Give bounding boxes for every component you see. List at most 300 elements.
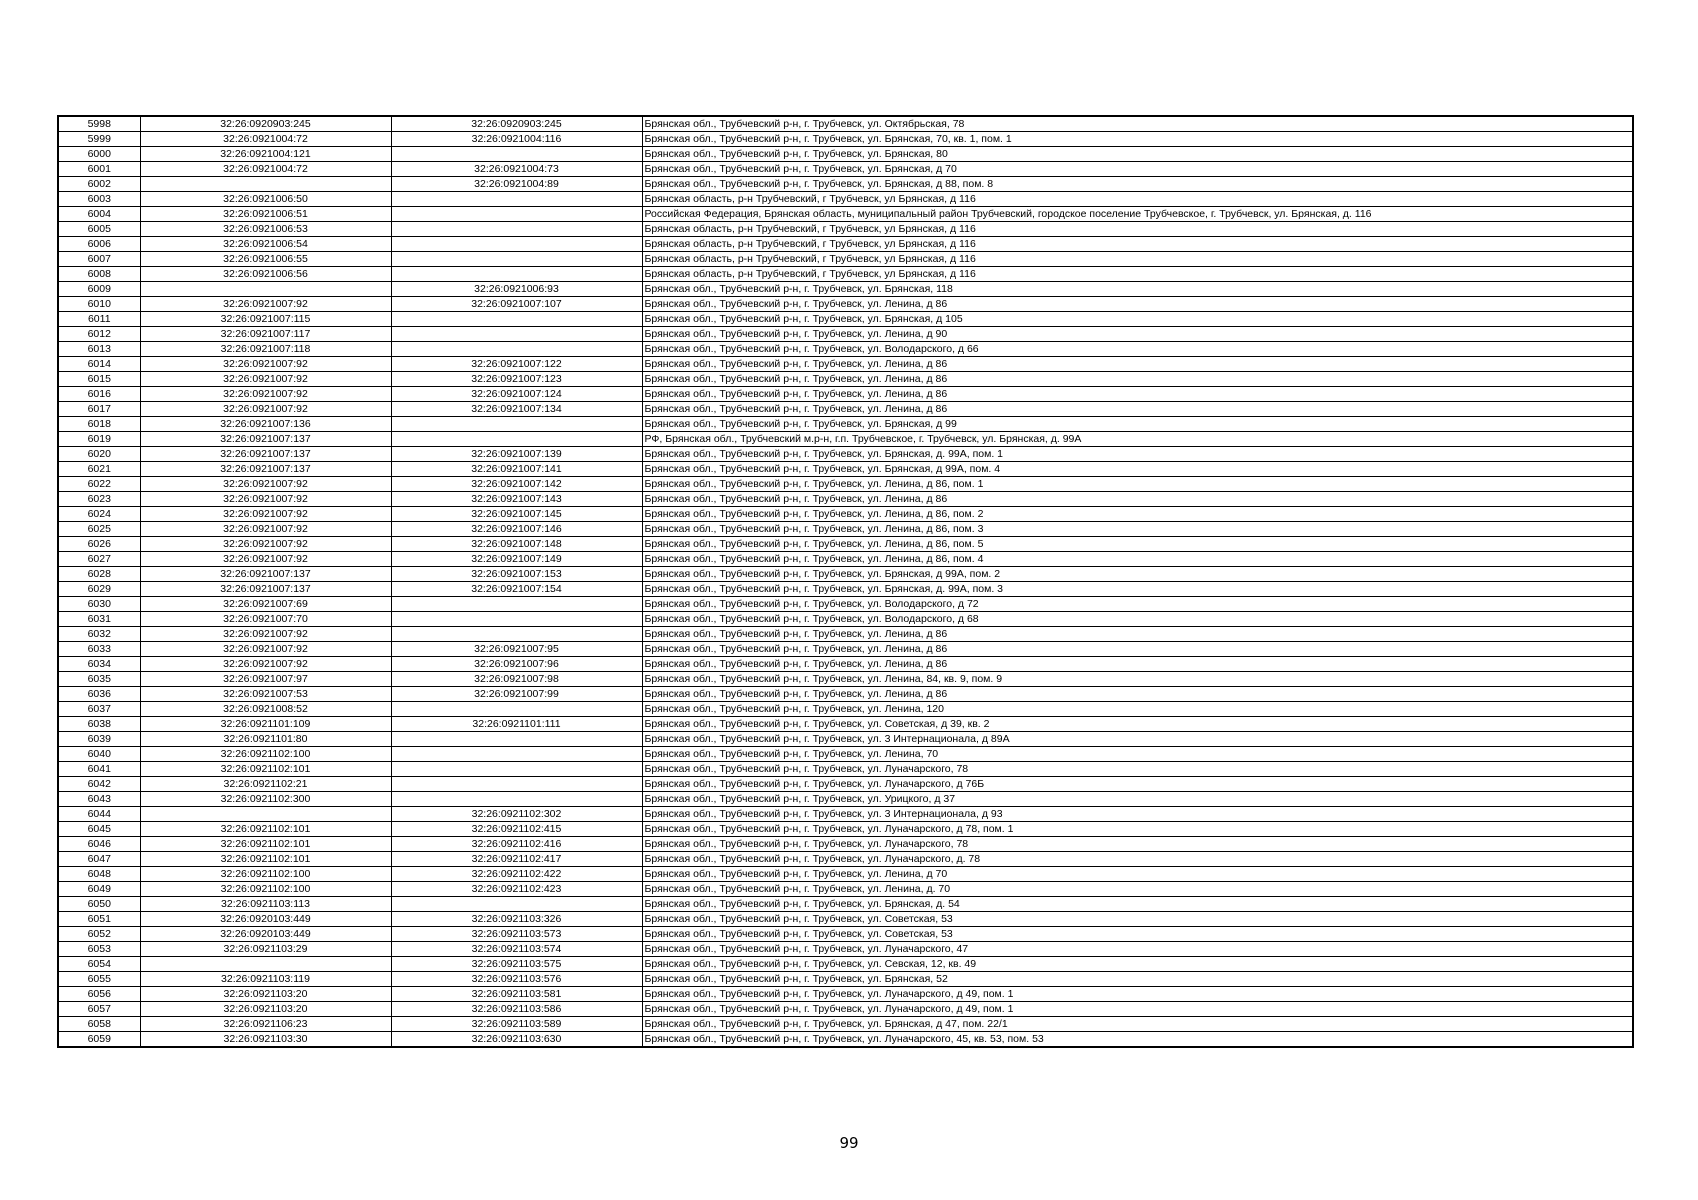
table-row: [58, 702, 1633, 717]
cadastral-number-parent: 32:26:0921007:137: [140, 462, 391, 477]
table-row: [58, 357, 1633, 372]
row-number: 6058: [58, 1017, 140, 1032]
cadastral-number-parent: 32:26:0921007:137: [140, 447, 391, 462]
table-row: [58, 612, 1633, 627]
cadastral-number-parent: 32:26:0921007:92: [140, 357, 391, 372]
address: Брянская обл., Трубчевский р-н, г. Трубчевск, ул. Брянская, д 70: [642, 162, 1633, 177]
cadastral-number: 32:26:0921004:73: [391, 162, 642, 177]
address: Брянская обл., Трубчевский р-н, г. Трубчевск, ул. Советская, д 39, кв. 2: [642, 717, 1633, 732]
cadastral-number: 32:26:0921007:99: [391, 687, 642, 702]
row-number: 6021: [58, 462, 140, 477]
table-row: [58, 147, 1633, 162]
cadastral-number: 32:26:0921007:149: [391, 552, 642, 567]
row-number: 6042: [58, 777, 140, 792]
address: Брянская обл., Трубчевский р-н, г. Трубчевск, ул. Луначарского, 47: [642, 942, 1633, 957]
table-row: [58, 552, 1633, 567]
cadastral-number: 32:26:0921103:576: [391, 972, 642, 987]
cadastral-number-parent: 32:26:0921007:92: [140, 297, 391, 312]
address: Брянская обл., Трубчевский р-н, г. Трубчевск, ул. Севская, 12, кв. 49: [642, 957, 1633, 972]
cadastral-number-parent: 32:26:0921007:92: [140, 387, 391, 402]
cadastral-number-parent: 32:26:0921006:55: [140, 252, 391, 267]
property-registry-table: [57, 115, 1634, 1048]
address: Брянская обл., Трубчевский р-н, г. Трубчевск, ул. Ленина, д. 70: [642, 882, 1633, 897]
address: Брянская обл., Трубчевский р-н, г. Трубчевск, ул. Луначарского, 78: [642, 762, 1633, 777]
row-number: 5999: [58, 132, 140, 147]
cadastral-number: 32:26:0921103:573: [391, 927, 642, 942]
cadastral-number-parent: 32:26:0921102:101: [140, 852, 391, 867]
address: Брянская обл., Трубчевский р-н, г. Трубчевск, ул. Брянская, д 99А, пом. 2: [642, 567, 1633, 582]
table-row: [58, 1032, 1633, 1048]
address: Брянская обл., Трубчевский р-н, г. Трубчевск, ул. Ленина, д 86, пом. 1: [642, 477, 1633, 492]
address: Брянская обл., Трубчевский р-н, г. Трубчевск, ул. Луначарского, д 76Б: [642, 777, 1633, 792]
cadastral-number-parent: [140, 957, 391, 972]
cadastral-number-parent: 32:26:0921103:20: [140, 987, 391, 1002]
address: Брянская обл., Трубчевский р-н, г. Трубчевск, ул. Советская, 53: [642, 912, 1633, 927]
address: Брянская обл., Трубчевский р-н, г. Трубчевск, ул. Ленина, д 70: [642, 867, 1633, 882]
cadastral-number-parent: 32:26:0921007:92: [140, 657, 391, 672]
row-number: 6030: [58, 597, 140, 612]
cadastral-number: 32:26:0921007:95: [391, 642, 642, 657]
cadastral-number-parent: 32:26:0921007:70: [140, 612, 391, 627]
cadastral-number-parent: 32:26:0921007:53: [140, 687, 391, 702]
row-number: 6007: [58, 252, 140, 267]
cadastral-number-parent: 32:26:0921004:72: [140, 132, 391, 147]
table-row: [58, 567, 1633, 582]
row-number: 6055: [58, 972, 140, 987]
row-number: 6032: [58, 627, 140, 642]
address: Брянская обл., Трубчевский р-н, г. Трубчевск, ул. Брянская, д 47, пом. 22/1: [642, 1017, 1633, 1032]
cadastral-number: 32:26:0921007:139: [391, 447, 642, 462]
row-number: 6039: [58, 732, 140, 747]
table-row: [58, 882, 1633, 897]
table-row: [58, 132, 1633, 147]
cadastral-number: [391, 792, 642, 807]
row-number: 6015: [58, 372, 140, 387]
cadastral-number-parent: [140, 282, 391, 297]
table-row: [58, 297, 1633, 312]
row-number: 6013: [58, 342, 140, 357]
address: Брянская обл., Трубчевский р-н, г. Трубчевск, ул. Брянская, д 99А, пом. 4: [642, 462, 1633, 477]
address: Брянская область, р-н Трубчевский, г Трубчевск, ул Брянская, д 116: [642, 252, 1633, 267]
cadastral-number-parent: 32:26:0921007:97: [140, 672, 391, 687]
cadastral-number-parent: 32:26:0921103:119: [140, 972, 391, 987]
address: Брянская обл., Трубчевский р-н, г. Трубчевск, ул. Брянская, д 99: [642, 417, 1633, 432]
table-row: [58, 267, 1633, 282]
row-number: 6011: [58, 312, 140, 327]
cadastral-number: 32:26:0921103:326: [391, 912, 642, 927]
cadastral-number-parent: 32:26:0921007:92: [140, 492, 391, 507]
row-number: 6043: [58, 792, 140, 807]
cadastral-number-parent: 32:26:0921007:118: [140, 342, 391, 357]
table-row: [58, 972, 1633, 987]
row-number: 6033: [58, 642, 140, 657]
row-number: 6017: [58, 402, 140, 417]
cadastral-number-parent: 32:26:0921007:92: [140, 402, 391, 417]
cadastral-number-parent: 32:26:0921007:137: [140, 567, 391, 582]
table-row: [58, 492, 1633, 507]
cadastral-number-parent: 32:26:0921103:20: [140, 1002, 391, 1017]
cadastral-number: 32:26:0921007:123: [391, 372, 642, 387]
table-row: [58, 417, 1633, 432]
cadastral-number: 32:26:0921004:116: [391, 132, 642, 147]
address: Брянская обл., Трубчевский р-н, г. Трубчевск, ул. Ленина, д 86: [642, 687, 1633, 702]
cadastral-number-parent: 32:26:0921007:92: [140, 552, 391, 567]
cadastral-number-parent: 32:26:0921007:92: [140, 537, 391, 552]
cadastral-number-parent: 32:26:0921004:72: [140, 162, 391, 177]
row-number: 6049: [58, 882, 140, 897]
table-row: [58, 747, 1633, 762]
cadastral-number-parent: 32:26:0921102:101: [140, 837, 391, 852]
cadastral-number-parent: 32:26:0921102:101: [140, 762, 391, 777]
row-number: 6038: [58, 717, 140, 732]
table-row: [58, 717, 1633, 732]
cadastral-number: 32:26:0921007:141: [391, 462, 642, 477]
table-row: [58, 327, 1633, 342]
address: Брянская обл., Трубчевский р-н, г. Трубчевск, ул. Луначарского, 78: [642, 837, 1633, 852]
row-number: 6037: [58, 702, 140, 717]
table-row: [58, 507, 1633, 522]
table-row: [58, 597, 1633, 612]
row-number: 6051: [58, 912, 140, 927]
cadastral-number-parent: 32:26:0921006:50: [140, 192, 391, 207]
row-number: 6035: [58, 672, 140, 687]
cadastral-number: [391, 207, 642, 222]
cadastral-number: 32:26:0921103:589: [391, 1017, 642, 1032]
address: Брянская обл., Трубчевский р-н, г. Трубчевск, ул. 3 Интернационала, д 89А: [642, 732, 1633, 747]
address: Брянская обл., Трубчевский р-н, г. Трубчевск, ул. Ленина, д 86: [642, 297, 1633, 312]
cadastral-number-parent: 32:26:0921006:54: [140, 237, 391, 252]
cadastral-number: [391, 597, 642, 612]
table-row: [58, 462, 1633, 477]
table-row: [58, 867, 1633, 882]
table-row: [58, 432, 1633, 447]
address: Брянская обл., Трубчевский р-н, г. Трубчевск, ул. Володарского, д 72: [642, 597, 1633, 612]
cadastral-number: [391, 432, 642, 447]
address: Брянская обл., Трубчевский р-н, г. Трубчевск, ул. Брянская, 118: [642, 282, 1633, 297]
table-row: [58, 402, 1633, 417]
row-number: 6029: [58, 582, 140, 597]
cadastral-number-parent: 32:26:0921008:52: [140, 702, 391, 717]
row-number: 6057: [58, 1002, 140, 1017]
cadastral-number: [391, 702, 642, 717]
table-row: [58, 582, 1633, 597]
table-row: [58, 852, 1633, 867]
row-number: 6031: [58, 612, 140, 627]
address: Брянская обл., Трубчевский р-н, г. Трубчевск, ул. Ленина, д 86, пом. 2: [642, 507, 1633, 522]
cadastral-number-parent: 32:26:0921006:53: [140, 222, 391, 237]
row-number: 6034: [58, 657, 140, 672]
cadastral-number-parent: 32:26:0921007:136: [140, 417, 391, 432]
table-row: [58, 237, 1633, 252]
address: Брянская обл., Трубчевский р-н, г. Трубчевск, ул. Ленина, д 86: [642, 492, 1633, 507]
cadastral-number: 32:26:0921102:422: [391, 867, 642, 882]
cadastral-number: 32:26:0921103:575: [391, 957, 642, 972]
row-number: 6014: [58, 357, 140, 372]
cadastral-number: [391, 627, 642, 642]
cadastral-number: [391, 777, 642, 792]
cadastral-number: 32:26:0921007:96: [391, 657, 642, 672]
address: Брянская обл., Трубчевский р-н, г. Трубчевск, ул. 3 Интернационала, д 93: [642, 807, 1633, 822]
cadastral-number: [391, 312, 642, 327]
cadastral-number-parent: 32:26:0921006:56: [140, 267, 391, 282]
cadastral-number: 32:26:0921007:145: [391, 507, 642, 522]
cadastral-number: 32:26:0921103:581: [391, 987, 642, 1002]
row-number: 6023: [58, 492, 140, 507]
cadastral-number: [391, 417, 642, 432]
cadastral-number: 32:26:0921004:89: [391, 177, 642, 192]
table-row: [58, 387, 1633, 402]
row-number: 6024: [58, 507, 140, 522]
cadastral-number-parent: 32:26:0921007:117: [140, 327, 391, 342]
cadastral-number: 32:26:0921101:111: [391, 717, 642, 732]
row-number: 6002: [58, 177, 140, 192]
table-row: [58, 642, 1633, 657]
address: Брянская обл., Трубчевский р-н, г. Трубчевск, ул. Ленина, 84, кв. 9, пом. 9: [642, 672, 1633, 687]
table-row: [58, 777, 1633, 792]
row-number: 6016: [58, 387, 140, 402]
row-number: 6026: [58, 537, 140, 552]
cadastral-number: [391, 747, 642, 762]
cadastral-number: [391, 147, 642, 162]
table-row: [58, 177, 1633, 192]
cadastral-number: 32:26:0921102:415: [391, 822, 642, 837]
cadastral-number: [391, 192, 642, 207]
address: Брянская обл., Трубчевский р-н, г. Трубчевск, ул. Брянская, д. 54: [642, 897, 1633, 912]
cadastral-number: 32:26:0920903:245: [391, 116, 642, 132]
table-row: [58, 762, 1633, 777]
table-row: [58, 537, 1633, 552]
cadastral-number: [391, 327, 642, 342]
row-number: 6052: [58, 927, 140, 942]
address: Брянская обл., Трубчевский р-н, г. Трубчевск, ул. Ленина, д 86, пом. 4: [642, 552, 1633, 567]
cadastral-number: [391, 267, 642, 282]
row-number: 6001: [58, 162, 140, 177]
cadastral-number: [391, 237, 642, 252]
cadastral-number-parent: [140, 807, 391, 822]
row-number: 6054: [58, 957, 140, 972]
table-row: [58, 312, 1633, 327]
cadastral-number: 32:26:0921102:423: [391, 882, 642, 897]
cadastral-number: [391, 612, 642, 627]
cadastral-number: 32:26:0921006:93: [391, 282, 642, 297]
address: Брянская обл., Трубчевский р-н, г. Трубчевск, ул. Луначарского, 45, кв. 53, пом. 53: [642, 1032, 1633, 1048]
cadastral-number: 32:26:0921007:98: [391, 672, 642, 687]
table-row: [58, 162, 1633, 177]
cadastral-number: [391, 897, 642, 912]
address: Брянская обл., Трубчевский р-н, г. Трубчевск, ул. Ленина, д 86: [642, 657, 1633, 672]
table-row: [58, 1017, 1633, 1032]
table-row: [58, 342, 1633, 357]
row-number: 6000: [58, 147, 140, 162]
row-number: 6012: [58, 327, 140, 342]
cadastral-number-parent: 32:26:0920103:449: [140, 927, 391, 942]
cadastral-number-parent: 32:26:0921103:30: [140, 1032, 391, 1048]
row-number: 6028: [58, 567, 140, 582]
address: Брянская обл., Трубчевский р-н, г. Трубчевск, ул. Брянская, д. 99А, пом. 3: [642, 582, 1633, 597]
cadastral-number: 32:26:0921007:142: [391, 477, 642, 492]
row-number: 6050: [58, 897, 140, 912]
cadastral-number-parent: 32:26:0921006:51: [140, 207, 391, 222]
cadastral-number: 32:26:0921103:586: [391, 1002, 642, 1017]
table-row: [58, 807, 1633, 822]
row-number: 6009: [58, 282, 140, 297]
table-row: [58, 957, 1633, 972]
address: Брянская обл., Трубчевский р-н, г. Трубчевск, ул. Володарского, д 68: [642, 612, 1633, 627]
address: Брянская область, р-н Трубчевский, г Трубчевск, ул Брянская, д 116: [642, 237, 1633, 252]
address: РФ, Брянская обл., Трубчевский м.р-н, г.п. Трубчевское, г. Трубчевск, ул. Брянская, д. 99А: [642, 432, 1633, 447]
address: Брянская обл., Трубчевский р-н, г. Трубчевск, ул. Ленина, д 86, пом. 3: [642, 522, 1633, 537]
table-row: [58, 837, 1633, 852]
row-number: 6047: [58, 852, 140, 867]
cadastral-number-parent: 32:26:0921007:69: [140, 597, 391, 612]
table-row: [58, 987, 1633, 1002]
cadastral-number: 32:26:0921007:107: [391, 297, 642, 312]
address: Брянская обл., Трубчевский р-н, г. Трубчевск, ул. Ленина, д 86: [642, 627, 1633, 642]
row-number: 6059: [58, 1032, 140, 1048]
table-row: [58, 687, 1633, 702]
address: Брянская обл., Трубчевский р-н, г. Трубчевск, ул. Луначарского, д 49, пом. 1: [642, 1002, 1633, 1017]
address: Брянская обл., Трубчевский р-н, г. Трубчевск, ул. Ленина, 120: [642, 702, 1633, 717]
row-number: 6003: [58, 192, 140, 207]
table-row: [58, 372, 1633, 387]
table-row: [58, 522, 1633, 537]
address: Брянская обл., Трубчевский р-н, г. Трубчевск, ул. Ленина, д 86: [642, 387, 1633, 402]
cadastral-number-parent: 32:26:0921101:109: [140, 717, 391, 732]
cadastral-number: 32:26:0921007:134: [391, 402, 642, 417]
address: Брянская обл., Трубчевский р-н, г. Трубчевск, ул. Ленина, д 86: [642, 357, 1633, 372]
row-number: 6045: [58, 822, 140, 837]
cadastral-number-parent: [140, 177, 391, 192]
address: Брянская обл., Трубчевский р-н, г. Трубчевск, ул. Ленина, д 86: [642, 642, 1633, 657]
row-number: 6048: [58, 867, 140, 882]
address: Брянская обл., Трубчевский р-н, г. Трубчевск, ул. Ленина, 70: [642, 747, 1633, 762]
row-number: 6040: [58, 747, 140, 762]
table-row: [58, 657, 1633, 672]
cadastral-number-parent: 32:26:0921007:137: [140, 432, 391, 447]
table-row: [58, 912, 1633, 927]
address: Брянская обл., Трубчевский р-н, г. Трубчевск, ул. Брянская, 70, кв. 1, пом. 1: [642, 132, 1633, 147]
row-number: 6006: [58, 237, 140, 252]
address: Брянская обл., Трубчевский р-н, г. Трубчевск, ул. Брянская, д 105: [642, 312, 1633, 327]
row-number: 6036: [58, 687, 140, 702]
table-row: [58, 477, 1633, 492]
cadastral-number-parent: 32:26:0921101:80: [140, 732, 391, 747]
table-row: [58, 207, 1633, 222]
row-number: 6018: [58, 417, 140, 432]
cadastral-number: 32:26:0921102:417: [391, 852, 642, 867]
cadastral-number: 32:26:0921007:153: [391, 567, 642, 582]
cadastral-number-parent: 32:26:0921007:137: [140, 582, 391, 597]
cadastral-number: [391, 762, 642, 777]
table-row: [58, 732, 1633, 747]
cadastral-number-parent: 32:26:0921007:92: [140, 522, 391, 537]
row-number: 6008: [58, 267, 140, 282]
table-row: [58, 672, 1633, 687]
table-row: [58, 1002, 1633, 1017]
cadastral-number: 32:26:0921102:302: [391, 807, 642, 822]
cadastral-number-parent: 32:26:0921007:92: [140, 642, 391, 657]
table-body: [58, 116, 1633, 1047]
row-number: 6020: [58, 447, 140, 462]
address: Брянская область, р-н Трубчевский, г Трубчевск, ул Брянская, д 116: [642, 222, 1633, 237]
row-number: 6005: [58, 222, 140, 237]
address: Брянская обл., Трубчевский р-н, г. Трубчевск, ул. Урицкого, д 37: [642, 792, 1633, 807]
cadastral-number: 32:26:0921007:146: [391, 522, 642, 537]
cadastral-number-parent: 32:26:0921007:92: [140, 507, 391, 522]
address: Брянская обл., Трубчевский р-н, г. Трубчевск, ул. Ленина, д 86, пом. 5: [642, 537, 1633, 552]
cadastral-number: [391, 732, 642, 747]
row-number: 6022: [58, 477, 140, 492]
table-row: [58, 252, 1633, 267]
table-row: [58, 116, 1633, 132]
cadastral-number: [391, 252, 642, 267]
address: Брянская обл., Трубчевский р-н, г. Трубчевск, ул. Луначарского, д. 78: [642, 852, 1633, 867]
cadastral-number: 32:26:0921007:148: [391, 537, 642, 552]
row-number: 6041: [58, 762, 140, 777]
table-row: [58, 792, 1633, 807]
address: Брянская область, р-н Трубчевский, г Трубчевск, ул Брянская, д 116: [642, 267, 1633, 282]
cadastral-number-parent: 32:26:0921007:92: [140, 627, 391, 642]
cadastral-number: 32:26:0921007:143: [391, 492, 642, 507]
cadastral-number: 32:26:0921007:122: [391, 357, 642, 372]
address: Брянская обл., Трубчевский р-н, г. Трубчевск, ул. Брянская, д. 99А, пом. 1: [642, 447, 1633, 462]
address: Брянская обл., Трубчевский р-н, г. Трубчевск, ул. Ленина, д 86: [642, 402, 1633, 417]
address: Брянская обл., Трубчевский р-н, г. Трубчевск, ул. Октябрьская, 78: [642, 116, 1633, 132]
cadastral-number: 32:26:0921007:154: [391, 582, 642, 597]
row-number: 6004: [58, 207, 140, 222]
cadastral-number: [391, 222, 642, 237]
cadastral-number-parent: 32:26:0921102:100: [140, 747, 391, 762]
table-row: [58, 942, 1633, 957]
address: Брянская область, р-н Трубчевский, г Трубчевск, ул Брянская, д 116: [642, 192, 1633, 207]
table-row: [58, 192, 1633, 207]
cadastral-number-parent: 32:26:0921004:121: [140, 147, 391, 162]
address: Брянская обл., Трубчевский р-н, г. Трубчевск, ул. Луначарского, д 78, пом. 1: [642, 822, 1633, 837]
cadastral-number-parent: 32:26:0921103:113: [140, 897, 391, 912]
row-number: 6053: [58, 942, 140, 957]
cadastral-number: 32:26:0921007:124: [391, 387, 642, 402]
cadastral-number-parent: 32:26:0921007:92: [140, 372, 391, 387]
cadastral-number-parent: 32:26:0921103:29: [140, 942, 391, 957]
address: Брянская обл., Трубчевский р-н, г. Трубчевск, ул. Советская, 53: [642, 927, 1633, 942]
address: Брянская обл., Трубчевский р-н, г. Трубчевск, ул. Володарского, д 66: [642, 342, 1633, 357]
address: Брянская обл., Трубчевский р-н, г. Трубчевск, ул. Брянская, 52: [642, 972, 1633, 987]
cadastral-number-parent: 32:26:0920903:245: [140, 116, 391, 132]
table-row: [58, 897, 1633, 912]
cadastral-number: 32:26:0921102:416: [391, 837, 642, 852]
address: Брянская обл., Трубчевский р-н, г. Трубчевск, ул. Луначарского, д 49, пом. 1: [642, 987, 1633, 1002]
address: Брянская обл., Трубчевский р-н, г. Трубчевск, ул. Ленина, д 86: [642, 372, 1633, 387]
cadastral-number-parent: 32:26:0921102:100: [140, 882, 391, 897]
cadastral-number-parent: 32:26:0921007:92: [140, 477, 391, 492]
row-number: 6025: [58, 522, 140, 537]
cadastral-number-parent: 32:26:0921106:23: [140, 1017, 391, 1032]
table-row: [58, 822, 1633, 837]
cadastral-number-parent: 32:26:0921102:21: [140, 777, 391, 792]
row-number: 6046: [58, 837, 140, 852]
cadastral-number: 32:26:0921103:630: [391, 1032, 642, 1048]
page-number: 99: [839, 1134, 859, 1152]
table-row: [58, 282, 1633, 297]
cadastral-number-parent: 32:26:0920103:449: [140, 912, 391, 927]
cadastral-number: [391, 342, 642, 357]
cadastral-number-parent: 32:26:0921102:300: [140, 792, 391, 807]
table-row: [58, 627, 1633, 642]
address: Брянская обл., Трубчевский р-н, г. Трубчевск, ул. Брянская, д 88, пом. 8: [642, 177, 1633, 192]
table-row: [58, 222, 1633, 237]
row-number: 5998: [58, 116, 140, 132]
row-number: 6027: [58, 552, 140, 567]
